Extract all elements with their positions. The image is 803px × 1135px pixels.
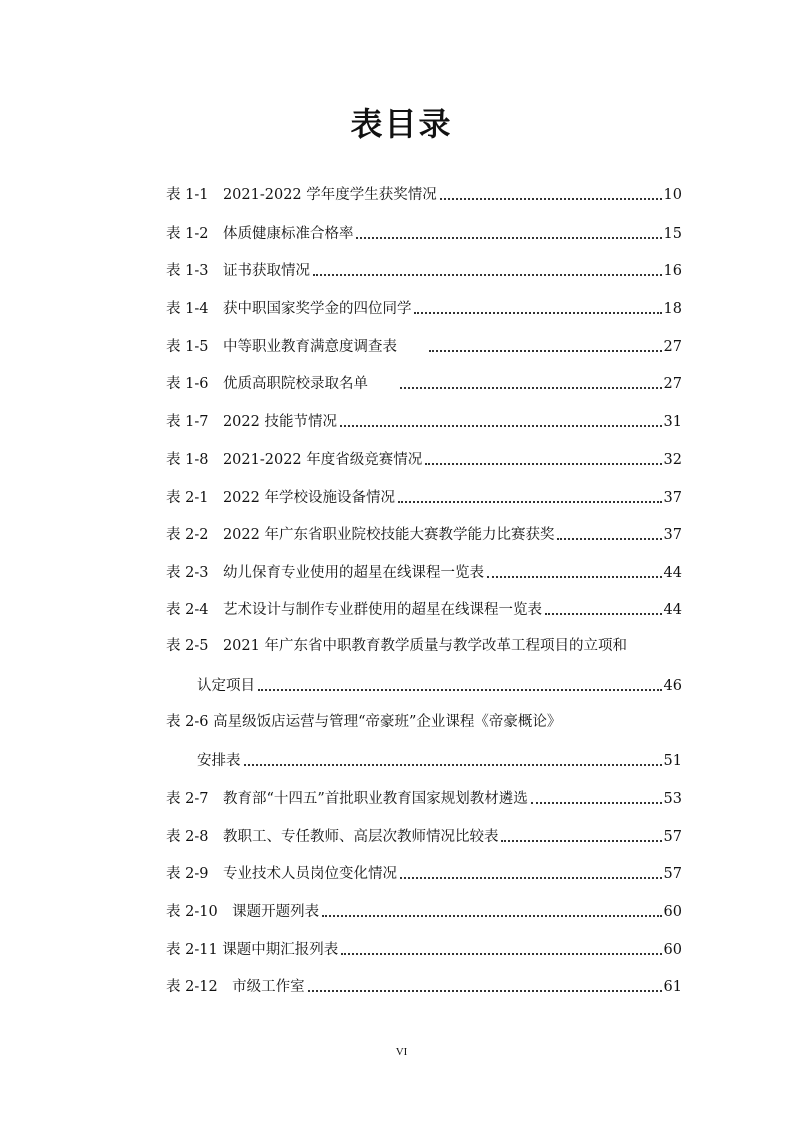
toc-entry-label: 表 1-7 2022 技能节情况 [166, 414, 337, 430]
toc-entry[interactable] [166, 183, 682, 205]
toc-entry[interactable] [166, 410, 682, 432]
toc-entry-page: 51 [663, 753, 682, 769]
toc-entry-page: 16 [663, 263, 682, 279]
dot-leader [313, 274, 662, 276]
dot-leader [258, 689, 662, 691]
toc-entry[interactable] [166, 862, 682, 884]
toc-entry[interactable] [166, 938, 682, 960]
toc-entry-page: 15 [663, 226, 682, 242]
dot-leader [322, 915, 661, 917]
toc-entry-label: 表 2-10 课题开题列表 [166, 904, 320, 920]
dot-leader [545, 613, 662, 615]
dot-leader [414, 312, 661, 314]
toc-entry-label: 表 2-9 专业技术人员岗位变化情况 [166, 866, 397, 882]
toc-entry-page: 10 [663, 187, 682, 203]
toc-entry-page: 61 [663, 979, 682, 995]
toc-entry[interactable] [166, 523, 682, 545]
toc-entry-label: 表 1-6 优质高职院校录取名单 [166, 376, 397, 392]
dot-leader [425, 463, 661, 465]
toc-entry-label: 表 2-12 市级工作室 [166, 979, 305, 995]
toc-entry-label: 表 2-8 教职工、专任教师、高层次教师情况比较表 [166, 829, 499, 845]
toc-entry-page: 60 [663, 904, 682, 920]
dot-leader [308, 990, 662, 992]
toc-entry-label-cont: 安排表 [197, 753, 241, 769]
toc-entry-label: 表 2-7 教育部“十四五”首批职业教育国家规划教材遴选 [166, 791, 528, 807]
toc-entry-page: 60 [663, 942, 682, 958]
toc-entry[interactable] [166, 297, 682, 319]
toc-entry[interactable] [166, 975, 682, 997]
toc-entry-page: 44 [663, 602, 682, 618]
toc-entry-continuation[interactable] [197, 674, 682, 696]
toc-entry-label: 表 2-11 课题中期汇报列表 [166, 942, 339, 958]
toc-entry-label: 表 1-4 获中职国家奖学金的四位同学 [166, 301, 412, 317]
toc-entry-label: 表 1-5 中等职业教育满意度调查表 [166, 339, 426, 355]
toc-entry[interactable] [166, 825, 682, 847]
toc-entry-label: 表 1-3 证书获取情况 [166, 263, 310, 279]
dot-leader [440, 198, 662, 200]
dot-leader [557, 538, 661, 540]
toc-entry-page: 53 [663, 791, 682, 807]
toc-entry-label: 表 1-1 2021-2022 学年度学生获奖情况 [166, 187, 437, 203]
dot-leader [400, 387, 662, 389]
toc-entry-label: 表 1-2 体质健康标准合格率 [166, 226, 354, 242]
dot-leader [244, 764, 662, 766]
toc-entry-page: 37 [663, 490, 682, 506]
toc-entry[interactable] [166, 598, 682, 620]
toc-entry-page: 57 [663, 829, 682, 845]
toc-entry[interactable] [166, 561, 682, 583]
toc-entry-label: 表 2-5 2021 年广东省中职教育教学质量与教学改革工程项目的立项和 [166, 638, 627, 654]
dot-leader [429, 350, 662, 352]
toc-entry-page: 46 [663, 678, 682, 694]
toc-entry-page: 44 [663, 565, 682, 581]
dot-leader [487, 576, 662, 578]
toc-entry-page: 57 [663, 866, 682, 882]
toc-entry-page: 31 [663, 414, 682, 430]
toc-entry-page: 27 [663, 339, 682, 355]
toc-entry-label: 表 2-3 幼儿保育专业使用的超星在线课程一览表 [166, 565, 484, 581]
toc-entry-page: 37 [663, 527, 682, 543]
toc-entry[interactable] [166, 636, 686, 658]
toc-entry-page: 18 [663, 301, 682, 317]
toc-entry-label: 表 1-8 2021-2022 年度省级竞赛情况 [166, 452, 423, 468]
toc-entry[interactable] [166, 486, 682, 508]
toc-entry-label: 表 2-1 2022 年学校设施设备情况 [166, 490, 395, 506]
page-number-footer: VI [395, 1046, 408, 1058]
toc-entry[interactable] [166, 712, 686, 734]
dot-leader [531, 802, 662, 804]
dot-leader [356, 237, 661, 239]
toc-entry-label: 表 2-6 高星级饭店运营与管理“帝豪班”企业课程《帝豪概论》 [166, 714, 562, 730]
toc-entry-page: 27 [663, 376, 682, 392]
toc-entry-continuation[interactable] [197, 749, 682, 771]
toc-entry[interactable] [166, 372, 682, 394]
page-title: 表目录 [350, 105, 453, 143]
dot-leader [341, 953, 661, 955]
toc-entry-page: 32 [663, 452, 682, 468]
toc-entry-label-cont: 认定项目 [197, 678, 255, 694]
dot-leader [398, 501, 662, 503]
dot-leader [340, 425, 662, 427]
toc-entry-label: 表 2-2 2022 年广东省职业院校技能大赛教学能力比赛获奖 [166, 527, 555, 543]
toc-entry-label: 表 2-4 艺术设计与制作专业群使用的超星在线课程一览表 [166, 602, 542, 618]
toc-entry[interactable] [166, 222, 682, 244]
toc-entry[interactable] [166, 448, 682, 470]
dot-leader [501, 840, 661, 842]
toc-entry[interactable] [166, 787, 682, 809]
dot-leader [400, 877, 662, 879]
toc-entry[interactable] [166, 335, 682, 357]
toc-entry[interactable] [166, 900, 682, 922]
toc-entry[interactable] [166, 259, 682, 281]
